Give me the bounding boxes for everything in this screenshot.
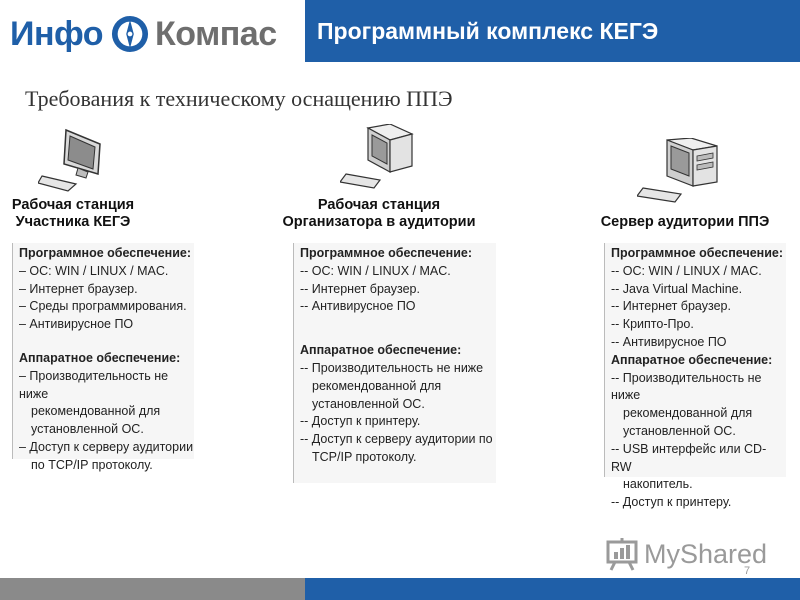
column-title-server bbox=[584, 214, 786, 231]
requirements-panel-organizer bbox=[293, 243, 496, 483]
software-heading: Программное обеспечение: bbox=[611, 246, 783, 260]
list-item: -- Доступ к принтеру. bbox=[300, 414, 421, 429]
column-title-line: Рабочая станция bbox=[317, 197, 441, 213]
list-item: – Производительность не ниже bbox=[19, 368, 169, 401]
list-item: -- Доступ к принтеру. bbox=[611, 495, 732, 510]
watermark bbox=[606, 536, 767, 572]
list-item: -- Производительность не ниже bbox=[611, 370, 762, 403]
list-item: -- Производительность не ниже bbox=[300, 360, 484, 375]
workstation-icon bbox=[340, 124, 416, 190]
list-item: – Доступ к серверу аудитории bbox=[19, 439, 194, 454]
footer-bar-blue bbox=[305, 578, 800, 600]
list-item: накопитель. bbox=[623, 477, 693, 492]
compass-icon bbox=[111, 15, 149, 53]
workstation-icon bbox=[38, 128, 108, 192]
list-item: -- Интернет браузер. bbox=[300, 281, 420, 296]
list-item: по TCP/IP протоколу. bbox=[31, 457, 153, 472]
software-heading: Программное обеспечение: bbox=[19, 246, 191, 260]
header-bar bbox=[305, 0, 800, 62]
column-title-line: Участника КЕГЭ bbox=[15, 214, 131, 230]
column-title-organizer bbox=[274, 197, 484, 231]
server-icon bbox=[637, 138, 721, 204]
logo bbox=[10, 12, 277, 56]
logo-text-right: Компас bbox=[155, 14, 277, 53]
list-item: -- Доступ к серверу аудитории по bbox=[300, 432, 493, 447]
list-item: – Среды программирования. bbox=[19, 299, 187, 314]
list-item: -- USB интерфейс или CD-RW bbox=[611, 441, 767, 474]
hardware-heading: Аппаратное обеспечение: bbox=[611, 352, 773, 367]
list-item: рекомендованной для bbox=[623, 406, 753, 421]
list-item: установленной ОС. bbox=[312, 396, 425, 411]
requirements-panel-participant bbox=[12, 243, 194, 472]
list-item: -- Крипто-Про. bbox=[611, 317, 694, 332]
list-item: установленной ОС. bbox=[31, 422, 144, 437]
list-item: установленной ОС. bbox=[623, 423, 736, 438]
requirements-panel-server bbox=[604, 243, 786, 510]
presentation-board-icon bbox=[606, 536, 638, 572]
list-item: -- Антивирусное ПО bbox=[611, 334, 727, 349]
list-item: – Интернет браузер. bbox=[19, 281, 138, 296]
list-item: – ОС: WIN / LINUX / MAC. bbox=[19, 263, 169, 278]
list-item: -- Антивирусное ПО bbox=[300, 299, 416, 314]
column-title-participant bbox=[6, 197, 140, 231]
list-item: TCP/IP протоколу. bbox=[312, 449, 417, 464]
watermark-text: MyShared bbox=[644, 538, 768, 569]
software-heading: Программное обеспечение: bbox=[300, 246, 472, 260]
hardware-heading: Аппаратное обеспечение: bbox=[19, 350, 181, 365]
page-number: 7 bbox=[744, 565, 751, 577]
column-title-line: Рабочая станция bbox=[11, 197, 135, 213]
list-item: рекомендованной для bbox=[31, 404, 161, 419]
logo-text-left: Инфо bbox=[10, 14, 104, 53]
list-item: -- ОС: WIN / LINUX / MAC. bbox=[300, 263, 451, 278]
hardware-heading: Аппаратное обеспечение: bbox=[300, 343, 462, 358]
footer-bar-gray bbox=[0, 578, 305, 600]
list-item: – Антивирусное ПО bbox=[19, 317, 134, 332]
column-title-line: Организатора в аудитории bbox=[282, 214, 476, 230]
column-title-line: Сервер аудитории ППЭ bbox=[600, 214, 770, 230]
list-item: рекомендованной для bbox=[312, 378, 442, 393]
list-item: -- Java Virtual Machine. bbox=[611, 281, 743, 296]
page-title: Программный комплекс КЕГЭ bbox=[317, 17, 659, 44]
list-item: -- ОС: WIN / LINUX / MAC. bbox=[611, 263, 762, 278]
list-item: -- Интернет браузер. bbox=[611, 299, 731, 314]
slide-subtitle: Требования к техническому оснащению ППЭ bbox=[25, 86, 453, 111]
